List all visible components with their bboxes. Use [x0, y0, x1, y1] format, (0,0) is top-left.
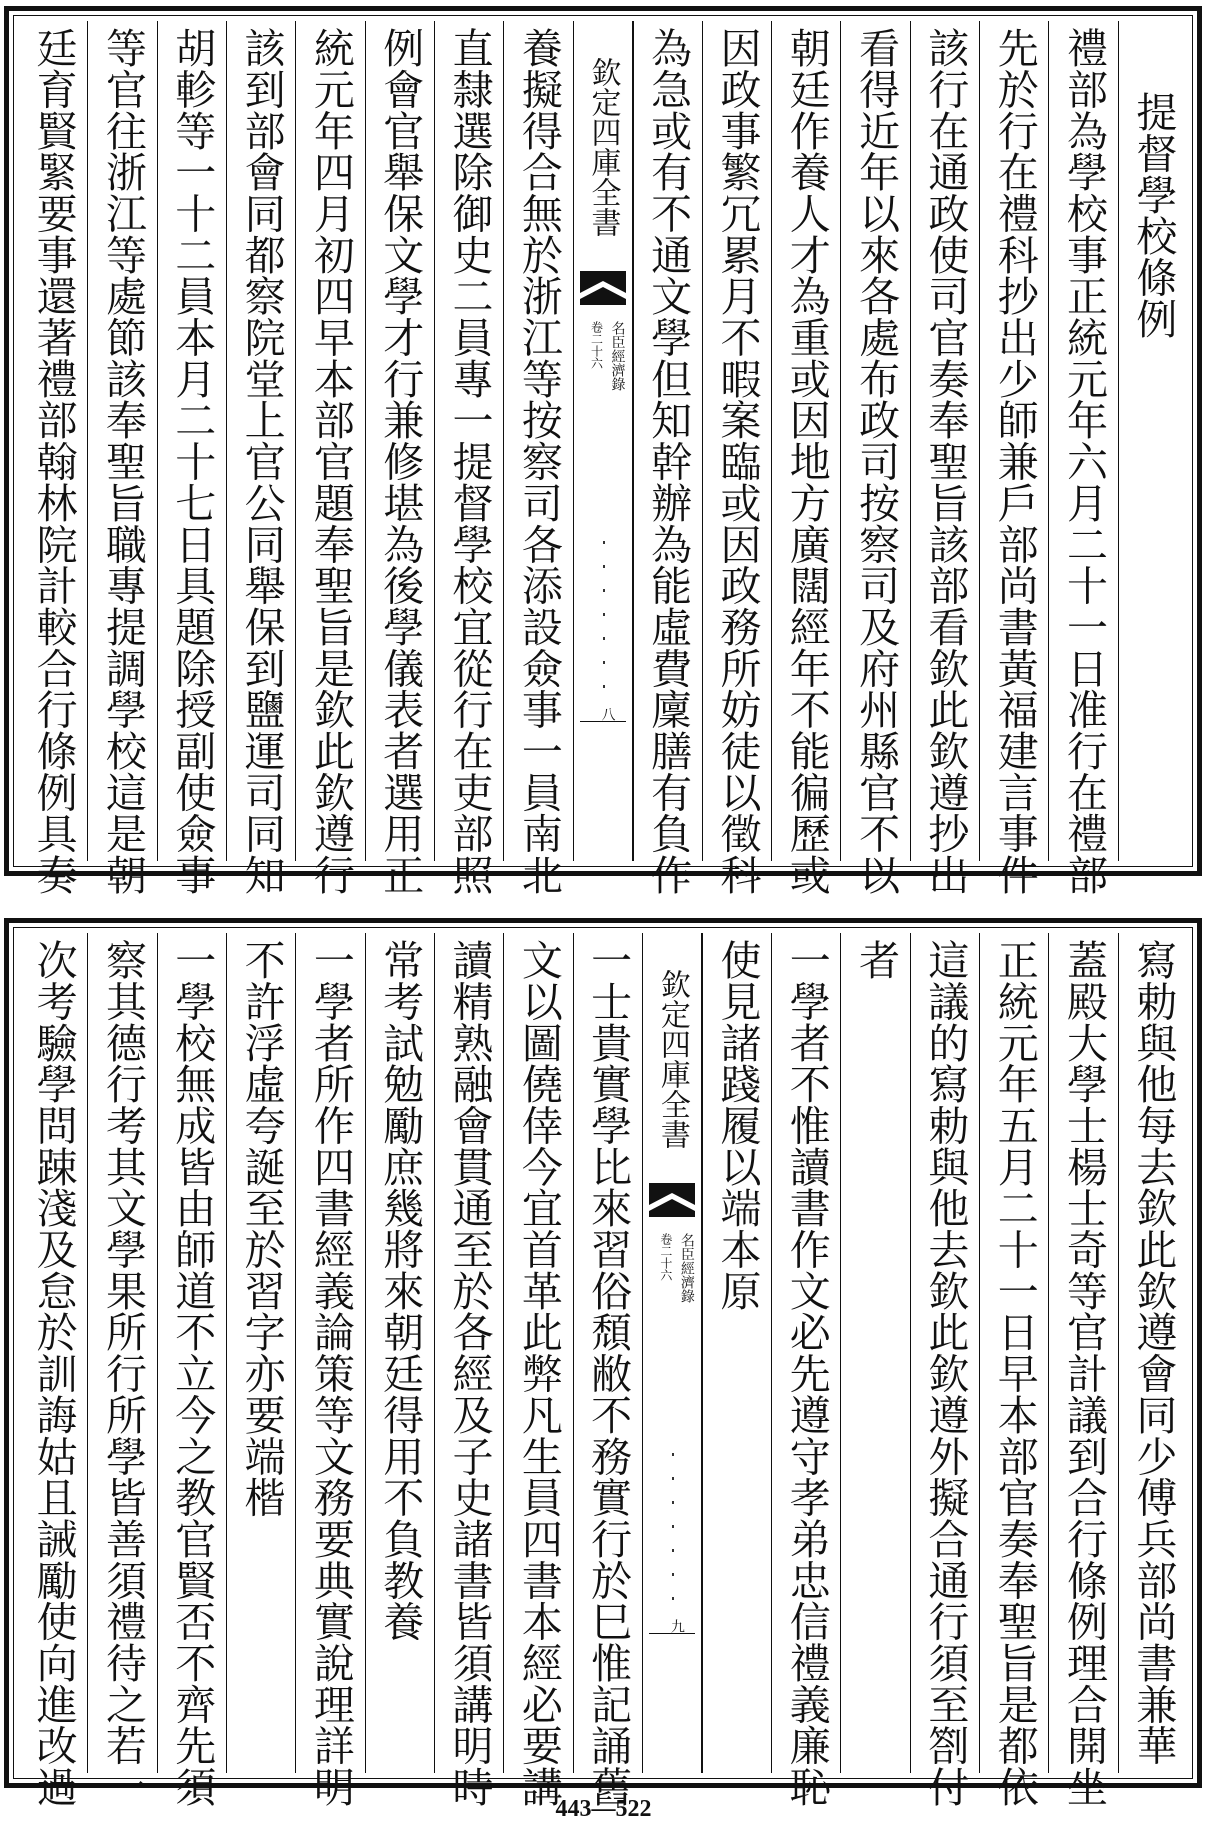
column-text: 一學者所作四書經義論策等文務要典實說理詳明	[306, 939, 355, 1808]
top-page	[4, 6, 1202, 896]
column-text: 統元年四月初四早本部官題奉聖旨是欽此欽遵行	[306, 27, 355, 896]
column-text: 禮部為學校事正統元年六月二十一日准行在禮部	[1060, 27, 1109, 896]
column-text: 先於行在禮科抄出少師兼戶部尚書黃福建言事件	[990, 27, 1039, 896]
text-column	[295, 21, 364, 896]
column-text: 該到部會同都察院堂上官公同舉保到鹽運司同知	[237, 27, 286, 896]
text-column	[157, 933, 226, 1808]
column-text: 看得近年以來各處布政司按察司及府州縣官不以	[852, 27, 901, 896]
column-text: 一學者不惟讀書作文必先遵守孝弟忠信禮義廉恥	[782, 939, 831, 1808]
margin-rule	[580, 721, 626, 722]
text-column	[365, 933, 434, 1773]
text-column	[226, 21, 295, 896]
text-column	[771, 933, 840, 1808]
text-column	[1048, 933, 1117, 1808]
column-text: 胡軫等一十二員本月二十七日具題除授副使僉事	[168, 27, 217, 896]
column-text: 一士貴實學比來習俗頹敝不務實行於巳惟記誦舊	[584, 939, 633, 1808]
column-text: 常考試勉勵庶幾將來朝廷得用不負教養	[376, 939, 425, 1642]
text-column	[702, 21, 771, 896]
column-text: 一學校無成皆由師道不立今之教官賢否不齊先須	[168, 939, 217, 1808]
page-footer-number: 443—522	[555, 1796, 652, 1822]
text-column	[910, 933, 979, 1808]
center-margin	[642, 933, 702, 1773]
text-column	[157, 21, 226, 896]
margin-tick-marks	[672, 1453, 674, 1603]
text-column	[633, 21, 702, 896]
text-column	[503, 21, 572, 896]
column-text: 使見諸踐履以端本原	[713, 939, 762, 1312]
column-text: 蓋殿大學士楊士奇等官計議到合行條例理合開坐	[1060, 939, 1109, 1808]
column-text: 朝廷作養人才為重或因地方廣闊經年不能徧歷或	[782, 27, 831, 896]
volume-label: 卷二十六	[658, 1233, 673, 1281]
column-text: 不許浮虛夸誕至於習字亦要端楷	[237, 939, 286, 1518]
column-text: 寫勅與他每去欽此欽遵會同少傅兵部尚書兼華	[1129, 939, 1178, 1766]
column-text: 正統元年五月二十一日早本部官奏奉聖旨是都依	[990, 939, 1039, 1808]
book-title: 欽定四庫全書	[585, 57, 621, 237]
top-columns	[19, 21, 1187, 896]
text-column	[503, 933, 572, 1808]
text-column	[295, 933, 364, 1808]
column-text: 該行在通政使司官奏奉聖旨該部看欽此欽遵抄出	[921, 27, 970, 896]
center-margin	[573, 21, 633, 861]
column-text: 直隸選除御史二員專一提督學校宜從行在吏部照	[445, 27, 494, 896]
text-column	[771, 21, 840, 896]
text-column	[840, 21, 909, 896]
text-column	[1118, 933, 1187, 1773]
column-text: 廷育賢緊要事還著禮部翰林院計較合行條例具奏	[29, 27, 78, 896]
text-column	[573, 933, 642, 1808]
column-text: 養擬得合無於浙江等按察司各添設僉事一員南北	[514, 27, 563, 896]
text-column	[434, 21, 503, 896]
text-column	[840, 933, 909, 1773]
volume-label: 卷二十六	[589, 321, 604, 369]
column-text: 因政事繁冗累月不暇案臨或因政務所妨徒以徵科	[713, 27, 762, 896]
text-column	[19, 21, 87, 896]
column-text: 這議的寫勅與他去欽此欽遵外擬合通行須至劄付	[921, 939, 970, 1808]
bottom-page	[4, 918, 1202, 1808]
text-column	[87, 21, 156, 896]
text-column	[19, 933, 87, 1808]
text-column	[226, 933, 295, 1773]
text-column	[910, 21, 979, 896]
margin-rule	[649, 1633, 695, 1634]
column-text: 等官往浙江等處節該奉聖旨職專提調學校這是朝	[98, 27, 147, 896]
fish-tail-mark-icon	[649, 1183, 695, 1217]
column-text: 者	[852, 939, 901, 981]
text-column	[87, 933, 156, 1808]
column-text: 察其德行考其文學果所行所學皆善須禮待之若一	[98, 939, 147, 1808]
column-text: 讀精熟融會貫通至於各經及子史諸書皆須講明時	[445, 939, 494, 1808]
column-text: 為急或有不通文學但知幹辦為能虛費廩膳有負作	[644, 27, 693, 896]
fish-tail-mark-icon	[580, 271, 626, 305]
text-column	[979, 21, 1048, 896]
text-column	[1048, 21, 1117, 896]
sub-title: 名臣經濟錄	[609, 321, 626, 391]
text-column	[434, 933, 503, 1808]
sub-title: 名臣經濟錄	[678, 1233, 695, 1303]
column-text: 文以圖僥倖今宜首革此弊凡生員四書本經必要講	[514, 939, 563, 1808]
text-column	[365, 21, 434, 896]
text-column	[1118, 21, 1187, 861]
leaf-number: 八	[599, 707, 616, 721]
leaf-number: 九	[668, 1619, 685, 1633]
margin-tick-marks	[603, 541, 605, 691]
column-text: 次考驗學問踈淺及怠於訓誨姑且誡勵使向進改過	[29, 939, 78, 1808]
column-text: 例會官舉保文學才行兼修堪為後學儀表者選用正	[376, 27, 425, 896]
text-column	[979, 933, 1048, 1808]
text-column	[702, 933, 771, 1773]
column-text: 提督學校條例	[1129, 91, 1178, 340]
book-title: 欽定四庫全書	[654, 969, 690, 1149]
bottom-columns	[19, 933, 1187, 1808]
